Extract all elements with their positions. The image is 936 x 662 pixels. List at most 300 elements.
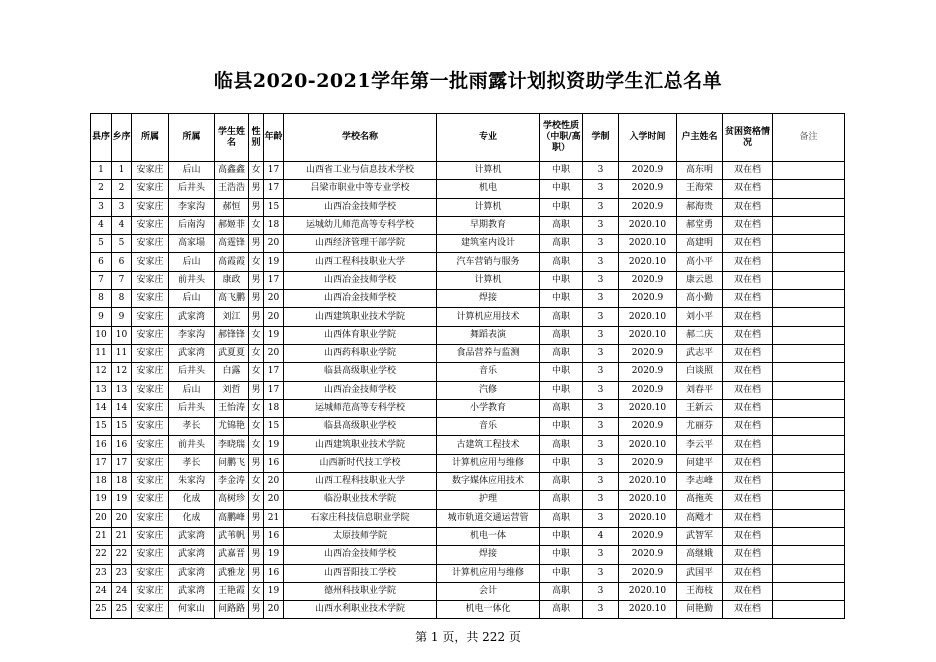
cell-duration: 3 [583, 473, 619, 491]
cell-duration: 3 [583, 546, 619, 564]
table-row [91, 216, 845, 234]
cell-student-name: 李金涛 [215, 473, 249, 491]
cell-householder: 王新云 [677, 399, 723, 417]
cell-age: 17 [264, 271, 284, 289]
cell-village: 孝长 [169, 418, 215, 436]
table-row [91, 198, 845, 216]
cell-remarks [773, 381, 845, 399]
cell-school: 临汾职业技术学院 [284, 491, 437, 509]
cell-school-type: 中职 [540, 564, 583, 582]
cell-village: 武家湾 [169, 564, 215, 582]
header-student-name: 学生姓名 [215, 114, 249, 162]
cell-householder: 李云平 [677, 436, 723, 454]
cell-town: 安家庄 [132, 326, 169, 344]
cell-town-no: 4 [112, 216, 132, 234]
table-row [91, 308, 845, 326]
cell-remarks [773, 491, 845, 509]
cell-remarks [773, 290, 845, 308]
cell-duration: 3 [583, 308, 619, 326]
cell-duration: 3 [583, 601, 619, 619]
cell-school: 山西药科职业学院 [284, 344, 437, 362]
cell-student-name: 高鹏峰 [215, 509, 249, 527]
cell-major: 计算机应用与维修 [437, 564, 540, 582]
cell-town: 安家庄 [132, 308, 169, 326]
cell-duration: 3 [583, 290, 619, 308]
cell-gender: 男 [249, 180, 264, 198]
cell-student-name: 郝姬菲 [215, 216, 249, 234]
cell-remarks [773, 601, 845, 619]
cell-town: 安家庄 [132, 381, 169, 399]
cell-student-name: 高树珍 [215, 491, 249, 509]
cell-town: 安家庄 [132, 473, 169, 491]
cell-remarks [773, 582, 845, 600]
cell-enroll-date: 2020.9 [619, 198, 677, 216]
cell-remarks [773, 399, 845, 417]
cell-remarks [773, 162, 845, 180]
cell-gender: 男 [249, 546, 264, 564]
cell-school-type: 高职 [540, 235, 583, 253]
cell-town-no: 10 [112, 326, 132, 344]
cell-school: 山西经济管理干部学院 [284, 235, 437, 253]
cell-enroll-date: 2020.9 [619, 418, 677, 436]
cell-county-no: 21 [91, 527, 112, 545]
cell-poverty-status: 双在档 [723, 216, 773, 234]
cell-school-type: 中职 [540, 546, 583, 564]
cell-student-name: 郝恒 [215, 198, 249, 216]
cell-village: 武家湾 [169, 527, 215, 545]
cell-student-name: 王艳霞 [215, 582, 249, 600]
cell-householder: 郝海贵 [677, 198, 723, 216]
cell-enroll-date: 2020.9 [619, 454, 677, 472]
cell-remarks [773, 473, 845, 491]
cell-county-no: 8 [91, 290, 112, 308]
cell-major: 计算机 [437, 162, 540, 180]
cell-duration: 3 [583, 491, 619, 509]
cell-enroll-date: 2020.9 [619, 162, 677, 180]
cell-school: 山西冶金技师学校 [284, 290, 437, 308]
cell-age: 21 [264, 509, 284, 527]
cell-major: 小学教育 [437, 399, 540, 417]
cell-county-no: 14 [91, 399, 112, 417]
cell-student-name: 白露 [215, 363, 249, 381]
cell-school-type: 高职 [540, 436, 583, 454]
cell-village: 前井头 [169, 436, 215, 454]
cell-poverty-status: 双在档 [723, 271, 773, 289]
cell-gender: 男 [249, 308, 264, 326]
cell-householder: 武国平 [677, 564, 723, 582]
cell-town-no: 5 [112, 235, 132, 253]
cell-school: 山西体育职业学院 [284, 326, 437, 344]
cell-poverty-status: 双在档 [723, 546, 773, 564]
cell-school-type: 高职 [540, 308, 583, 326]
header-duration: 学制 [583, 114, 619, 162]
cell-student-name: 刘江 [215, 308, 249, 326]
cell-duration: 3 [583, 509, 619, 527]
cell-poverty-status: 双在档 [723, 491, 773, 509]
header-row [91, 114, 845, 162]
cell-village: 武家湾 [169, 344, 215, 362]
cell-county-no: 19 [91, 491, 112, 509]
cell-major: 计算机应用技术 [437, 308, 540, 326]
cell-householder: 高继娥 [677, 546, 723, 564]
cell-poverty-status: 双在档 [723, 162, 773, 180]
cell-town-no: 12 [112, 363, 132, 381]
cell-enroll-date: 2020.10 [619, 326, 677, 344]
cell-householder: 高建明 [677, 235, 723, 253]
cell-enroll-date: 2020.9 [619, 381, 677, 399]
cell-county-no: 7 [91, 271, 112, 289]
cell-poverty-status: 双在档 [723, 399, 773, 417]
cell-school: 运城师范高等专科学校 [284, 399, 437, 417]
cell-town-no: 14 [112, 399, 132, 417]
cell-village: 后南沟 [169, 216, 215, 234]
table-row [91, 271, 845, 289]
cell-poverty-status: 双在档 [723, 344, 773, 362]
table-row [91, 491, 845, 509]
cell-school-type: 高职 [540, 601, 583, 619]
cell-student-name: 武嘉晋 [215, 546, 249, 564]
cell-county-no: 1 [91, 162, 112, 180]
cell-village: 后井头 [169, 180, 215, 198]
header-county-no: 县序 [91, 114, 112, 162]
cell-major: 计算机 [437, 198, 540, 216]
cell-town: 安家庄 [132, 162, 169, 180]
cell-major: 早期教育 [437, 216, 540, 234]
cell-county-no: 3 [91, 198, 112, 216]
cell-school: 吕梁市职业中等专业学校 [284, 180, 437, 198]
cell-town-no: 17 [112, 454, 132, 472]
cell-village: 前井头 [169, 271, 215, 289]
cell-town-no: 3 [112, 198, 132, 216]
cell-village: 后井头 [169, 399, 215, 417]
table-row [91, 326, 845, 344]
cell-householder: 高拖英 [677, 491, 723, 509]
table-row [91, 564, 845, 582]
cell-town-no: 6 [112, 253, 132, 271]
cell-town: 安家庄 [132, 344, 169, 362]
cell-major: 汽修 [437, 381, 540, 399]
cell-enroll-date: 2020.9 [619, 344, 677, 362]
table-row [91, 235, 845, 253]
cell-student-name: 武夏夏 [215, 344, 249, 362]
cell-major: 机电一体 [437, 527, 540, 545]
cell-town: 安家庄 [132, 363, 169, 381]
cell-poverty-status: 双在档 [723, 509, 773, 527]
cell-school-type: 高职 [540, 473, 583, 491]
cell-school-type: 高职 [540, 582, 583, 600]
cell-householder: 武智军 [677, 527, 723, 545]
cell-householder: 高东明 [677, 162, 723, 180]
cell-duration: 3 [583, 235, 619, 253]
cell-town: 安家庄 [132, 454, 169, 472]
cell-remarks [773, 344, 845, 362]
cell-gender: 女 [249, 326, 264, 344]
cell-school: 山西水利职业技术学院 [284, 601, 437, 619]
cell-student-name: 尤锦艳 [215, 418, 249, 436]
cell-major: 建筑室内设计 [437, 235, 540, 253]
cell-poverty-status: 双在档 [723, 198, 773, 216]
cell-remarks [773, 326, 845, 344]
cell-age: 20 [264, 308, 284, 326]
cell-poverty-status: 双在档 [723, 363, 773, 381]
cell-duration: 3 [583, 381, 619, 399]
cell-town-no: 18 [112, 473, 132, 491]
table-row [91, 180, 845, 198]
table-row [91, 509, 845, 527]
cell-remarks [773, 180, 845, 198]
cell-school-type: 高职 [540, 216, 583, 234]
cell-county-no: 23 [91, 564, 112, 582]
cell-remarks [773, 564, 845, 582]
cell-school-type: 高职 [540, 399, 583, 417]
cell-age: 19 [264, 326, 284, 344]
cell-school: 山西工程科技职业大学 [284, 473, 437, 491]
cell-major: 计算机 [437, 271, 540, 289]
header-age: 年龄 [264, 114, 284, 162]
cell-duration: 3 [583, 162, 619, 180]
cell-householder: 武志平 [677, 344, 723, 362]
cell-school-type: 中职 [540, 162, 583, 180]
cell-county-no: 4 [91, 216, 112, 234]
cell-gender: 男 [249, 271, 264, 289]
cell-householder: 刘小平 [677, 308, 723, 326]
cell-town: 安家庄 [132, 271, 169, 289]
cell-age: 20 [264, 491, 284, 509]
cell-village: 后井头 [169, 363, 215, 381]
cell-school-type: 中职 [540, 454, 583, 472]
cell-town: 安家庄 [132, 418, 169, 436]
cell-age: 17 [264, 363, 284, 381]
cell-duration: 3 [583, 363, 619, 381]
cell-age: 18 [264, 399, 284, 417]
cell-county-no: 20 [91, 509, 112, 527]
cell-remarks [773, 235, 845, 253]
cell-poverty-status: 双在档 [723, 454, 773, 472]
cell-age: 17 [264, 180, 284, 198]
cell-town: 安家庄 [132, 180, 169, 198]
cell-enroll-date: 2020.9 [619, 271, 677, 289]
cell-duration: 3 [583, 198, 619, 216]
cell-student-name: 武雅龙 [215, 564, 249, 582]
cell-village: 李家沟 [169, 198, 215, 216]
cell-county-no: 5 [91, 235, 112, 253]
cell-poverty-status: 双在档 [723, 527, 773, 545]
cell-school: 石家庄科技信息职业学院 [284, 509, 437, 527]
cell-age: 16 [264, 454, 284, 472]
cell-enroll-date: 2020.9 [619, 363, 677, 381]
cell-village: 武家湾 [169, 546, 215, 564]
cell-duration: 3 [583, 216, 619, 234]
header-school: 学校名称 [284, 114, 437, 162]
header-gender: 性别 [249, 114, 264, 162]
cell-town: 安家庄 [132, 546, 169, 564]
student-table [90, 113, 845, 619]
header-town-no: 乡序 [112, 114, 132, 162]
cell-major: 古建筑工程技术 [437, 436, 540, 454]
cell-school: 山西建筑职业技术学院 [284, 436, 437, 454]
cell-age: 17 [264, 162, 284, 180]
cell-householder: 刘春平 [677, 381, 723, 399]
cell-gender: 男 [249, 564, 264, 582]
table-row [91, 436, 845, 454]
cell-county-no: 16 [91, 436, 112, 454]
cell-remarks [773, 308, 845, 326]
cell-town-no: 7 [112, 271, 132, 289]
cell-student-name: 王怡涛 [215, 399, 249, 417]
cell-school: 山西建筑职业技术学院 [284, 308, 437, 326]
table-row [91, 290, 845, 308]
cell-school-type: 中职 [540, 527, 583, 545]
cell-poverty-status: 双在档 [723, 582, 773, 600]
cell-gender: 女 [249, 418, 264, 436]
cell-gender: 男 [249, 601, 264, 619]
cell-age: 17 [264, 381, 284, 399]
cell-town: 安家庄 [132, 235, 169, 253]
cell-county-no: 6 [91, 253, 112, 271]
cell-student-name: 郝锋锋 [215, 326, 249, 344]
cell-major: 机电 [437, 180, 540, 198]
cell-town-no: 21 [112, 527, 132, 545]
header-remarks: 备注 [773, 114, 845, 162]
cell-county-no: 24 [91, 582, 112, 600]
cell-village: 后山 [169, 290, 215, 308]
cell-duration: 4 [583, 527, 619, 545]
cell-school-type: 中职 [540, 290, 583, 308]
cell-school: 山西晋阳技工学校 [284, 564, 437, 582]
cell-gender: 男 [249, 381, 264, 399]
cell-age: 19 [264, 582, 284, 600]
cell-student-name: 高霆锋 [215, 235, 249, 253]
cell-major: 焊接 [437, 290, 540, 308]
cell-gender: 女 [249, 399, 264, 417]
cell-gender: 女 [249, 216, 264, 234]
cell-householder: 王海荣 [677, 180, 723, 198]
cell-age: 20 [264, 601, 284, 619]
cell-town: 安家庄 [132, 601, 169, 619]
cell-enroll-date: 2020.10 [619, 582, 677, 600]
cell-town: 安家庄 [132, 582, 169, 600]
cell-village: 高家塌 [169, 235, 215, 253]
cell-school: 太原技师学院 [284, 527, 437, 545]
cell-duration: 3 [583, 271, 619, 289]
cell-age: 15 [264, 418, 284, 436]
page-title: 临县2020-2021学年第一批雨露计划拟资助学生汇总名单 [213, 70, 723, 92]
cell-village: 孝长 [169, 454, 215, 472]
cell-school-type: 中职 [540, 381, 583, 399]
cell-age: 20 [264, 344, 284, 362]
cell-enroll-date: 2020.9 [619, 290, 677, 308]
cell-remarks [773, 216, 845, 234]
cell-school-type: 高职 [540, 253, 583, 271]
cell-householder: 康云恩 [677, 271, 723, 289]
cell-major: 食品营养与监测 [437, 344, 540, 362]
cell-student-name: 武苇帆 [215, 527, 249, 545]
cell-town-no: 15 [112, 418, 132, 436]
cell-gender: 女 [249, 491, 264, 509]
cell-major: 机电一体化 [437, 601, 540, 619]
header-poverty-status: 贫困资格情况 [723, 114, 773, 162]
cell-householder: 郝堂勇 [677, 216, 723, 234]
cell-householder: 高小平 [677, 253, 723, 271]
cell-age: 15 [264, 198, 284, 216]
cell-school: 山西冶金技师学校 [284, 546, 437, 564]
cell-county-no: 10 [91, 326, 112, 344]
cell-gender: 女 [249, 253, 264, 271]
cell-enroll-date: 2020.10 [619, 509, 677, 527]
cell-enroll-date: 2020.10 [619, 253, 677, 271]
cell-major: 护理 [437, 491, 540, 509]
cell-school: 山西新时代技工学校 [284, 454, 437, 472]
table-row [91, 527, 845, 545]
cell-age: 16 [264, 527, 284, 545]
cell-age: 20 [264, 290, 284, 308]
cell-school-type: 高职 [540, 344, 583, 362]
cell-householder: 李志峰 [677, 473, 723, 491]
cell-school: 山西冶金技师学校 [284, 381, 437, 399]
cell-school: 山西省工业与信息技术学校 [284, 162, 437, 180]
cell-major: 音乐 [437, 418, 540, 436]
cell-village: 后山 [169, 253, 215, 271]
cell-gender: 男 [249, 527, 264, 545]
cell-major: 焊接 [437, 546, 540, 564]
cell-major: 音乐 [437, 363, 540, 381]
cell-gender: 男 [249, 509, 264, 527]
table-row [91, 363, 845, 381]
table-row [91, 399, 845, 417]
cell-town: 安家庄 [132, 527, 169, 545]
cell-county-no: 12 [91, 363, 112, 381]
cell-enroll-date: 2020.10 [619, 601, 677, 619]
cell-age: 20 [264, 473, 284, 491]
cell-gender: 女 [249, 473, 264, 491]
cell-village: 朱家沟 [169, 473, 215, 491]
cell-county-no: 9 [91, 308, 112, 326]
cell-enroll-date: 2020.10 [619, 399, 677, 417]
cell-school: 山西冶金技师学校 [284, 271, 437, 289]
cell-gender: 男 [249, 454, 264, 472]
cell-remarks [773, 418, 845, 436]
cell-town-no: 16 [112, 436, 132, 454]
cell-town: 安家庄 [132, 491, 169, 509]
cell-town: 安家庄 [132, 216, 169, 234]
cell-enroll-date: 2020.10 [619, 436, 677, 454]
cell-duration: 3 [583, 436, 619, 454]
cell-school-type: 高职 [540, 509, 583, 527]
cell-town-no: 11 [112, 344, 132, 362]
cell-village: 后山 [169, 381, 215, 399]
cell-remarks [773, 436, 845, 454]
cell-enroll-date: 2020.10 [619, 491, 677, 509]
cell-major: 汽车营销与服务 [437, 253, 540, 271]
cell-remarks [773, 363, 845, 381]
cell-student-name: 刘哲 [215, 381, 249, 399]
cell-village: 何家山 [169, 601, 215, 619]
cell-town-no: 8 [112, 290, 132, 308]
cell-age: 16 [264, 564, 284, 582]
table-row [91, 546, 845, 564]
page-footer: 第 1 页，共 222 页 [415, 630, 521, 644]
cell-gender: 女 [249, 162, 264, 180]
cell-county-no: 22 [91, 546, 112, 564]
cell-enroll-date: 2020.10 [619, 216, 677, 234]
cell-gender: 男 [249, 235, 264, 253]
cell-town-no: 24 [112, 582, 132, 600]
cell-householder: 高飏才 [677, 509, 723, 527]
cell-enroll-date: 2020.9 [619, 180, 677, 198]
cell-student-name: 康政 [215, 271, 249, 289]
cell-gender: 男 [249, 290, 264, 308]
cell-town: 安家庄 [132, 290, 169, 308]
